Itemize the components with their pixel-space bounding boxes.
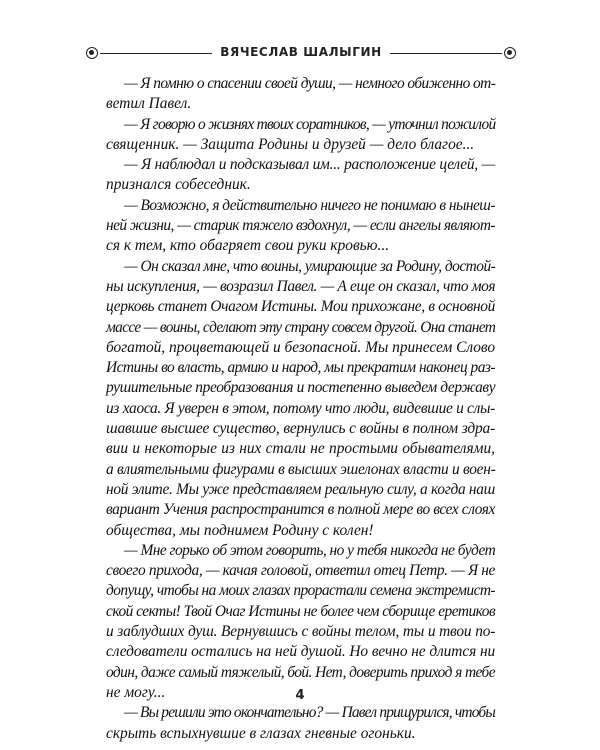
- paragraph: [106, 257, 495, 541]
- text-line: массе — воины, сделают эту страну совсем другой. Она станет: [106, 318, 496, 336]
- text-line: общества, мы поднимем Родину с колен!: [106, 521, 374, 539]
- text-line: из хаоса. Я уверен в этом, потому что люди, видевшие и слы-: [106, 399, 495, 417]
- text-line: признался собеседник.: [106, 176, 251, 194]
- page-number: 4: [295, 688, 305, 703]
- text-line: — Я наблюдал и подсказывал им... расположение целей, —: [124, 156, 495, 174]
- paragraph: [106, 703, 495, 744]
- text-line: — Вы решили это окончательно? — Павел прищурился, чтобы: [124, 704, 495, 722]
- text-line: богатой, процветающей и безопасной. Мы принесем Слово: [106, 338, 496, 356]
- body-text: [106, 74, 495, 744]
- text-line: рушительные преобразования и постепенно выведем державу: [106, 379, 496, 397]
- running-header: [86, 44, 516, 64]
- text-line: следователи остались на ней душой. Но вечно не длится ни: [106, 643, 496, 661]
- ornament-circle-right-icon: [504, 47, 516, 59]
- text-line: — Он сказал мне, что воины, умирающие за Родину, достой-: [124, 257, 496, 275]
- author-name: ВЯЧЕСЛАВ ШАЛЫГИН: [220, 45, 382, 59]
- text-line: ной элите. Мы уже представляем реальную силу, а когда наш: [106, 480, 495, 498]
- text-line: ветил Павел.: [106, 95, 192, 113]
- header-rule-right: [390, 53, 502, 54]
- text-line: ны искупления, — возразил Павел. — А еще он сказал, что моя: [106, 277, 496, 295]
- text-line: священник. — Защита Родины и друзей — дело благое...: [106, 135, 475, 153]
- text-line: церковь станет Очагом Истины. Мои прихожане, в основной: [106, 298, 495, 316]
- paragraph: [106, 541, 495, 703]
- text-line: а влиятельными фигурами в высших эшелонах власти и воен-: [106, 460, 496, 478]
- text-line: — Мне горько об этом говорить, но у тебя никогда не будет: [124, 541, 496, 559]
- text-line: допущу, чтобы на моих глазах прорастали семена экстремист-: [106, 582, 495, 600]
- text-line: вии и некоторые из них стали не простыми обывателями,: [106, 440, 495, 458]
- text-line: — Возможно, я действительно ничего не понимаю в нынеш-: [124, 196, 495, 214]
- text-line: своего прихода, — качая головой, ответил отец Петр. — Я не: [106, 562, 495, 580]
- text-line: не могу...: [106, 683, 166, 701]
- header-rule-left: [100, 53, 212, 54]
- paragraph: [106, 155, 495, 196]
- paragraph: [106, 196, 495, 257]
- text-line: ся к тем, кто обагряет свои руки кровью...: [106, 237, 390, 255]
- text-line: ской секты! Твой Очаг Истины не более чем сборище еретиков: [106, 602, 496, 620]
- text-line: один, даже самый тяжелый, бой. Нет, доверить приход я тебе: [106, 663, 495, 681]
- text-line: и заблудших душ. Вернувшись с войны телом, ты и твои по-: [106, 623, 496, 641]
- text-line: шавшие высшее существо, вернулись с войны в полном здра-: [106, 420, 495, 438]
- paragraph: [106, 115, 495, 156]
- text-line: Истины во власть, армию и народ, мы прекратим наконец раз-: [106, 359, 495, 377]
- text-line: — Я помню о спасении своей души, — немного обиженно от-: [124, 75, 496, 92]
- text-line: ней жизни, — старик тяжело вздохнул, — если ангелы являют-: [106, 217, 495, 235]
- text-line: скрыть вспыхнувшие в глазах гневные огоньки.: [106, 724, 416, 742]
- text-line: вариант Учения распространится в полной мере во всех слоях: [106, 501, 495, 519]
- ornament-circle-left-icon: [86, 47, 98, 59]
- paragraph: [106, 74, 495, 115]
- text-line: — Я говорю о жизнях твоих соратников, — уточнил пожилой: [124, 115, 496, 133]
